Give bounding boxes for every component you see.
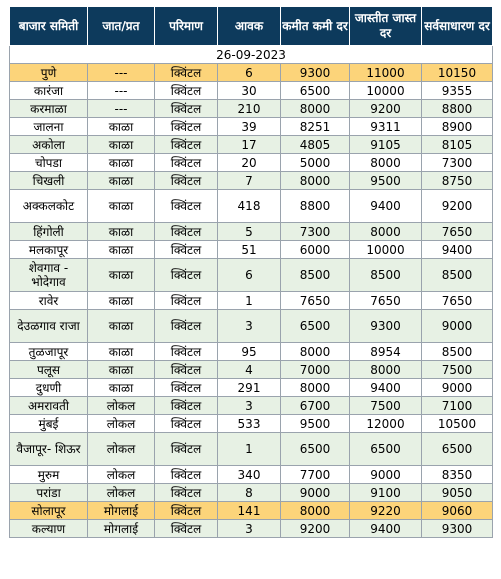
cell-min-price: 7650 bbox=[281, 292, 350, 310]
cell-arrival: 4 bbox=[218, 361, 281, 379]
cell-min-price: 7700 bbox=[281, 466, 350, 484]
cell-market: मुरुम bbox=[10, 466, 88, 484]
cell-max-price: 9300 bbox=[350, 310, 422, 343]
table-row bbox=[10, 343, 493, 361]
cell-max-price: 8000 bbox=[350, 361, 422, 379]
cell-market: अमरावती bbox=[10, 397, 88, 415]
cell-variety: काळा bbox=[88, 343, 155, 361]
cell-max-price: 6500 bbox=[350, 433, 422, 466]
table-row bbox=[10, 415, 493, 433]
cell-market: शेवगाव - भोदेगाव bbox=[10, 259, 88, 292]
cell-arrival: 39 bbox=[218, 118, 281, 136]
table-row bbox=[10, 520, 493, 538]
cell-arrival: 340 bbox=[218, 466, 281, 484]
cell-unit: क्विंटल bbox=[155, 241, 218, 259]
cell-variety: --- bbox=[88, 82, 155, 100]
cell-max-price: 12000 bbox=[350, 415, 422, 433]
cell-modal-price: 9000 bbox=[422, 310, 493, 343]
cell-modal-price: 8500 bbox=[422, 259, 493, 292]
cell-arrival: 6 bbox=[218, 259, 281, 292]
table-row bbox=[10, 361, 493, 379]
cell-modal-price: 9400 bbox=[422, 241, 493, 259]
cell-min-price: 8000 bbox=[281, 343, 350, 361]
table-row bbox=[10, 241, 493, 259]
cell-unit: क्विंटल bbox=[155, 397, 218, 415]
cell-max-price: 9100 bbox=[350, 484, 422, 502]
cell-max-price: 9000 bbox=[350, 466, 422, 484]
cell-min-price: 8800 bbox=[281, 190, 350, 223]
cell-modal-price: 7500 bbox=[422, 361, 493, 379]
cell-arrival: 5 bbox=[218, 223, 281, 241]
cell-min-price: 6500 bbox=[281, 433, 350, 466]
cell-min-price: 8251 bbox=[281, 118, 350, 136]
cell-modal-price: 7100 bbox=[422, 397, 493, 415]
table-row bbox=[10, 502, 493, 520]
cell-min-price: 6700 bbox=[281, 397, 350, 415]
date-row bbox=[10, 46, 493, 64]
header-unit: परिमाण bbox=[155, 7, 218, 46]
cell-variety: काळा bbox=[88, 292, 155, 310]
cell-market: कारंजा bbox=[10, 82, 88, 100]
cell-max-price: 7500 bbox=[350, 397, 422, 415]
cell-arrival: 1 bbox=[218, 433, 281, 466]
table-header bbox=[10, 7, 493, 46]
cell-min-price: 7000 bbox=[281, 361, 350, 379]
cell-arrival: 6 bbox=[218, 64, 281, 82]
table-row bbox=[10, 397, 493, 415]
market-price-table bbox=[9, 6, 493, 538]
cell-unit: क्विंटल bbox=[155, 100, 218, 118]
header-max-price: जास्तीत जास्त दर bbox=[350, 7, 422, 46]
price-table-container bbox=[9, 6, 492, 538]
table-row bbox=[10, 64, 493, 82]
cell-modal-price: 8900 bbox=[422, 118, 493, 136]
cell-arrival: 7 bbox=[218, 172, 281, 190]
cell-market: सोलापूर bbox=[10, 502, 88, 520]
cell-market: परांडा bbox=[10, 484, 88, 502]
cell-variety: लोकल bbox=[88, 415, 155, 433]
table-row bbox=[10, 310, 493, 343]
cell-market: रावेर bbox=[10, 292, 88, 310]
cell-market: चिखली bbox=[10, 172, 88, 190]
cell-max-price: 8954 bbox=[350, 343, 422, 361]
cell-market: पलूस bbox=[10, 361, 88, 379]
cell-unit: क्विंटल bbox=[155, 466, 218, 484]
cell-market: अकोला bbox=[10, 136, 88, 154]
cell-market: दुधणी bbox=[10, 379, 88, 397]
cell-modal-price: 7300 bbox=[422, 154, 493, 172]
cell-unit: क्विंटल bbox=[155, 223, 218, 241]
cell-unit: क्विंटल bbox=[155, 502, 218, 520]
cell-modal-price: 9355 bbox=[422, 82, 493, 100]
cell-modal-price: 10150 bbox=[422, 64, 493, 82]
cell-variety: मोगलाई bbox=[88, 502, 155, 520]
cell-max-price: 9400 bbox=[350, 190, 422, 223]
cell-variety: काळा bbox=[88, 190, 155, 223]
cell-min-price: 6000 bbox=[281, 241, 350, 259]
cell-max-price: 10000 bbox=[350, 241, 422, 259]
cell-modal-price: 7650 bbox=[422, 292, 493, 310]
header-modal-price: सर्वसाधारण दर bbox=[422, 7, 493, 46]
cell-modal-price: 8750 bbox=[422, 172, 493, 190]
table-row bbox=[10, 118, 493, 136]
cell-unit: क्विंटल bbox=[155, 190, 218, 223]
cell-unit: क्विंटल bbox=[155, 520, 218, 538]
cell-market: वैजापूर- शिऊर bbox=[10, 433, 88, 466]
cell-unit: क्विंटल bbox=[155, 361, 218, 379]
cell-min-price: 6500 bbox=[281, 82, 350, 100]
cell-variety: मोगलाई bbox=[88, 520, 155, 538]
cell-arrival: 210 bbox=[218, 100, 281, 118]
cell-unit: क्विंटल bbox=[155, 64, 218, 82]
table-row bbox=[10, 379, 493, 397]
cell-variety: काळा bbox=[88, 118, 155, 136]
header-arrival: आवक bbox=[218, 7, 281, 46]
cell-unit: क्विंटल bbox=[155, 136, 218, 154]
cell-variety: काळा bbox=[88, 223, 155, 241]
cell-min-price: 9200 bbox=[281, 520, 350, 538]
cell-max-price: 9105 bbox=[350, 136, 422, 154]
cell-arrival: 51 bbox=[218, 241, 281, 259]
cell-min-price: 8000 bbox=[281, 379, 350, 397]
cell-min-price: 9000 bbox=[281, 484, 350, 502]
cell-arrival: 141 bbox=[218, 502, 281, 520]
cell-modal-price: 9060 bbox=[422, 502, 493, 520]
cell-min-price: 9500 bbox=[281, 415, 350, 433]
cell-min-price: 8000 bbox=[281, 172, 350, 190]
cell-unit: क्विंटल bbox=[155, 292, 218, 310]
cell-arrival: 17 bbox=[218, 136, 281, 154]
cell-unit: क्विंटल bbox=[155, 172, 218, 190]
cell-modal-price: 9000 bbox=[422, 379, 493, 397]
cell-modal-price: 7650 bbox=[422, 223, 493, 241]
cell-min-price: 8500 bbox=[281, 259, 350, 292]
cell-market: चोपडा bbox=[10, 154, 88, 172]
cell-min-price: 9300 bbox=[281, 64, 350, 82]
cell-min-price: 6500 bbox=[281, 310, 350, 343]
cell-arrival: 3 bbox=[218, 397, 281, 415]
cell-modal-price: 6500 bbox=[422, 433, 493, 466]
cell-min-price: 5000 bbox=[281, 154, 350, 172]
table-row bbox=[10, 100, 493, 118]
cell-max-price: 8500 bbox=[350, 259, 422, 292]
table-row bbox=[10, 259, 493, 292]
cell-max-price: 7650 bbox=[350, 292, 422, 310]
cell-variety: काळा bbox=[88, 379, 155, 397]
table-row bbox=[10, 466, 493, 484]
cell-min-price: 8000 bbox=[281, 502, 350, 520]
cell-modal-price: 9200 bbox=[422, 190, 493, 223]
cell-variety: लोकल bbox=[88, 397, 155, 415]
cell-max-price: 11000 bbox=[350, 64, 422, 82]
table-row bbox=[10, 190, 493, 223]
header-min-price: कमीत कमी दर bbox=[281, 7, 350, 46]
cell-variety: काळा bbox=[88, 172, 155, 190]
cell-unit: क्विंटल bbox=[155, 343, 218, 361]
cell-max-price: 9311 bbox=[350, 118, 422, 136]
cell-variety: काळा bbox=[88, 361, 155, 379]
cell-arrival: 291 bbox=[218, 379, 281, 397]
header-row bbox=[10, 7, 493, 46]
cell-max-price: 9500 bbox=[350, 172, 422, 190]
table-row bbox=[10, 433, 493, 466]
cell-variety: काळा bbox=[88, 259, 155, 292]
cell-unit: क्विंटल bbox=[155, 154, 218, 172]
cell-unit: क्विंटल bbox=[155, 484, 218, 502]
cell-modal-price: 9300 bbox=[422, 520, 493, 538]
table-row bbox=[10, 292, 493, 310]
header-variety: जात/प्रत bbox=[88, 7, 155, 46]
cell-arrival: 8 bbox=[218, 484, 281, 502]
cell-market: हिंगोली bbox=[10, 223, 88, 241]
table-row bbox=[10, 172, 493, 190]
cell-arrival: 3 bbox=[218, 520, 281, 538]
cell-variety: काळा bbox=[88, 241, 155, 259]
cell-market: कल्याण bbox=[10, 520, 88, 538]
cell-modal-price: 8500 bbox=[422, 343, 493, 361]
report-date: 26-09-2023 bbox=[10, 46, 493, 64]
cell-min-price: 8000 bbox=[281, 100, 350, 118]
cell-market: मलकापूर bbox=[10, 241, 88, 259]
cell-modal-price: 8350 bbox=[422, 466, 493, 484]
table-row bbox=[10, 223, 493, 241]
cell-unit: क्विंटल bbox=[155, 310, 218, 343]
table-row bbox=[10, 82, 493, 100]
cell-variety: लोकल bbox=[88, 484, 155, 502]
cell-variety: काळा bbox=[88, 154, 155, 172]
cell-unit: क्विंटल bbox=[155, 118, 218, 136]
cell-min-price: 4805 bbox=[281, 136, 350, 154]
cell-arrival: 418 bbox=[218, 190, 281, 223]
cell-max-price: 9400 bbox=[350, 520, 422, 538]
cell-variety: --- bbox=[88, 64, 155, 82]
table-body bbox=[10, 46, 493, 538]
cell-market: मुंबई bbox=[10, 415, 88, 433]
cell-arrival: 30 bbox=[218, 82, 281, 100]
cell-modal-price: 9050 bbox=[422, 484, 493, 502]
cell-modal-price: 10500 bbox=[422, 415, 493, 433]
cell-arrival: 95 bbox=[218, 343, 281, 361]
cell-modal-price: 8105 bbox=[422, 136, 493, 154]
cell-unit: क्विंटल bbox=[155, 379, 218, 397]
cell-max-price: 8000 bbox=[350, 154, 422, 172]
cell-unit: क्विंटल bbox=[155, 259, 218, 292]
cell-market: देउळगाव राजा bbox=[10, 310, 88, 343]
cell-market: जालना bbox=[10, 118, 88, 136]
cell-market: तुळजापूर bbox=[10, 343, 88, 361]
cell-market: पुणे bbox=[10, 64, 88, 82]
cell-arrival: 1 bbox=[218, 292, 281, 310]
cell-variety: लोकल bbox=[88, 433, 155, 466]
cell-market: करमाळा bbox=[10, 100, 88, 118]
cell-max-price: 9200 bbox=[350, 100, 422, 118]
cell-variety: काळा bbox=[88, 310, 155, 343]
cell-arrival: 533 bbox=[218, 415, 281, 433]
cell-variety: काळा bbox=[88, 136, 155, 154]
table-row bbox=[10, 484, 493, 502]
cell-max-price: 10000 bbox=[350, 82, 422, 100]
cell-variety: --- bbox=[88, 100, 155, 118]
cell-max-price: 9400 bbox=[350, 379, 422, 397]
cell-unit: क्विंटल bbox=[155, 415, 218, 433]
cell-arrival: 3 bbox=[218, 310, 281, 343]
cell-market: अक्कलकोट bbox=[10, 190, 88, 223]
header-market: बाजार समिती bbox=[10, 7, 88, 46]
cell-unit: क्विंटल bbox=[155, 433, 218, 466]
cell-min-price: 7300 bbox=[281, 223, 350, 241]
cell-arrival: 20 bbox=[218, 154, 281, 172]
cell-modal-price: 8800 bbox=[422, 100, 493, 118]
cell-max-price: 8000 bbox=[350, 223, 422, 241]
table-row bbox=[10, 154, 493, 172]
cell-variety: लोकल bbox=[88, 466, 155, 484]
cell-max-price: 9220 bbox=[350, 502, 422, 520]
table-row bbox=[10, 136, 493, 154]
cell-unit: क्विंटल bbox=[155, 82, 218, 100]
